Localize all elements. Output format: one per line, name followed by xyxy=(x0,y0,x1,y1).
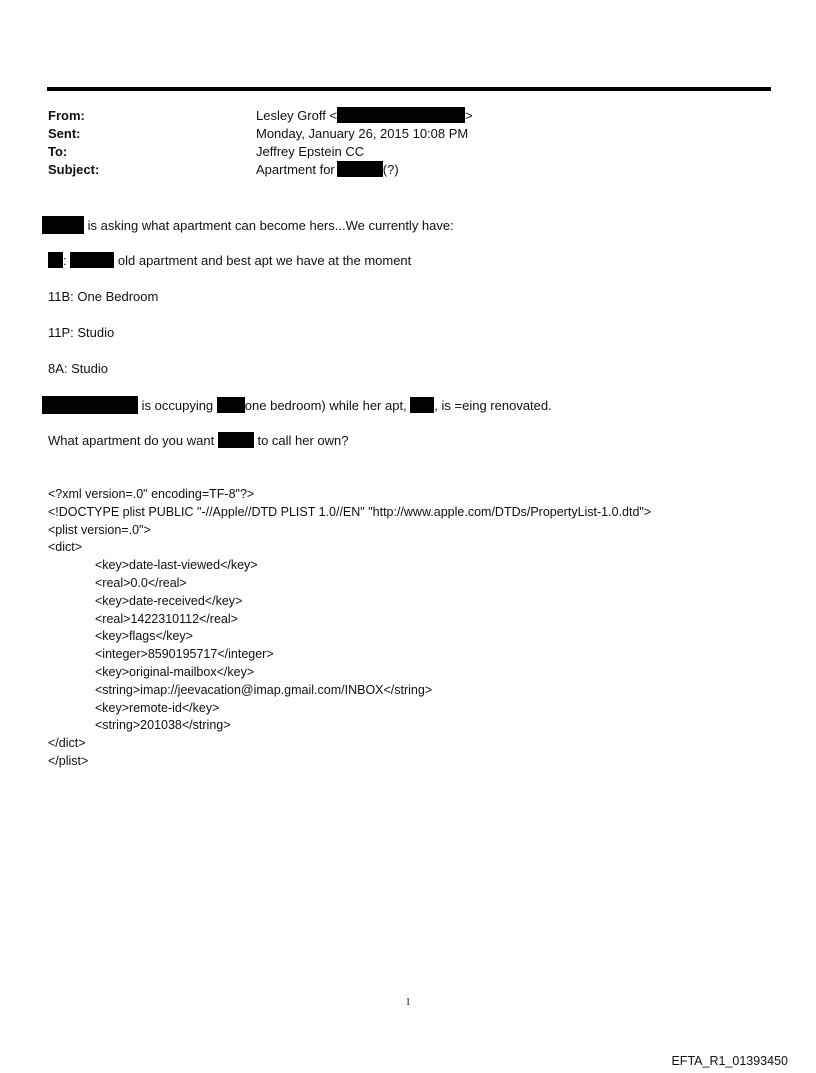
body-line-5: 8A: Studio xyxy=(48,361,108,376)
redaction-box xyxy=(337,161,383,177)
body-text: What apartment do you want xyxy=(48,433,215,448)
body-line-1 xyxy=(42,216,454,234)
sent-value: Monday, January 26, 2015 10:08 PM xyxy=(256,126,469,141)
body-text: is asking what apartment can become hers...We currently have: xyxy=(87,218,454,233)
redaction-box xyxy=(42,216,84,234)
sent-label: Sent: xyxy=(48,126,81,141)
from-label: From: xyxy=(48,108,85,123)
redaction-box xyxy=(42,396,138,414)
header-rule xyxy=(47,87,771,91)
subject-label: Subject: xyxy=(48,162,100,177)
body-line-4: 11P: Studio xyxy=(48,325,115,340)
redaction-box xyxy=(48,252,63,268)
xml-line: <key>original-mailbox</key> xyxy=(95,664,255,679)
xml-line: <plist version=.0"> xyxy=(48,522,151,537)
from-name: Lesley Groff < xyxy=(256,108,338,123)
xml-line: <key>flags</key> xyxy=(95,629,193,644)
xml-line: <key>date-received</key> xyxy=(95,593,243,608)
to-value: Jeffrey Epstein CC xyxy=(256,144,365,159)
subject-suffix: (?) xyxy=(382,162,399,177)
xml-line: <integer>8590195717</integer> xyxy=(95,647,274,662)
subject-value xyxy=(256,161,399,179)
body-line-7 xyxy=(48,432,349,449)
redaction-box xyxy=(218,432,254,448)
from-close: > xyxy=(465,108,473,123)
subject-prefix: Apartment for xyxy=(256,162,335,177)
redaction-box xyxy=(337,107,465,123)
xml-line: <real>0.0</real> xyxy=(95,575,187,590)
document-id: EFTA_R1_01393450 xyxy=(671,1054,788,1068)
redaction-box xyxy=(410,397,434,413)
xml-line: <dict> xyxy=(48,540,83,555)
to-label: To: xyxy=(48,144,68,159)
xml-line: <key>date-last-viewed</key> xyxy=(95,558,258,573)
xml-line: </dict> xyxy=(48,736,86,751)
xml-line: <string>201038</string> xyxy=(95,718,231,733)
body-text: is occupying xyxy=(141,398,214,413)
xml-line: </plist> xyxy=(48,753,89,768)
body-text: to call her own? xyxy=(257,433,349,448)
redaction-box xyxy=(217,397,245,413)
body-text: one bedroom) while her apt, xyxy=(244,398,407,413)
body-text: , is =eing renovated. xyxy=(434,398,552,413)
from-value xyxy=(256,107,473,125)
redaction-box xyxy=(70,252,114,268)
plist-block xyxy=(48,486,651,771)
xml-line: <!DOCTYPE plist PUBLIC "-//Apple//DTD PLIST 1.0//EN" "http://www.apple.com/DTDs/PropertyList-1.0.dtd"> xyxy=(48,504,652,519)
body-text: : xyxy=(63,253,67,268)
page-number: 1 xyxy=(405,996,411,1008)
xml-line: <?xml version=.0" encoding=TF-8"?> xyxy=(48,487,255,501)
xml-line: <real>1422310112</real> xyxy=(95,611,238,626)
body-line-3: 11B: One Bedroom xyxy=(48,289,159,304)
xml-line: <key>remote-id</key> xyxy=(95,700,220,715)
xml-line: <string>imap://jeevacation@imap.gmail.com/INBOX</string> xyxy=(95,682,433,697)
body-text: old apartment and best apt we have at the moment xyxy=(117,253,412,268)
body-line-6 xyxy=(42,396,552,414)
body-line-2 xyxy=(48,252,411,269)
